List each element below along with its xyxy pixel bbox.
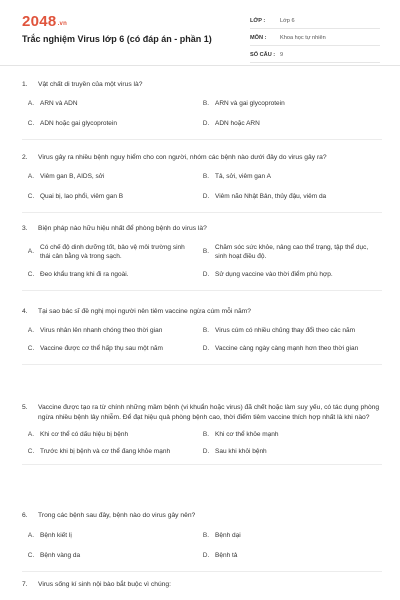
question-2 (22, 153, 382, 213)
option-text: ARN và ADN (40, 99, 78, 107)
option-c[interactable] (22, 270, 194, 279)
meta-row-count (250, 48, 380, 63)
option-c[interactable] (22, 344, 194, 353)
question-divider (22, 212, 382, 213)
meta-value: Lớp 6 (280, 18, 295, 24)
question-7 (22, 580, 382, 590)
option-letter: D. (202, 551, 210, 559)
option-letter: B. (202, 431, 210, 438)
option-b[interactable] (197, 172, 369, 181)
option-letter: C. (27, 192, 35, 200)
question-text: Tại sao bác sĩ đề nghị mọi người nên tiêm vaccine ngừa cúm mỗi năm? (38, 308, 251, 315)
option-d[interactable] (197, 270, 369, 279)
question-6 (22, 511, 382, 572)
option-letter: B. (202, 531, 210, 539)
option-letter: B. (202, 99, 210, 107)
option-letter: C. (27, 270, 35, 278)
options (22, 172, 382, 213)
option-letter: D. (202, 192, 210, 200)
question-divider (22, 364, 382, 365)
question-1 (22, 80, 382, 140)
option-letter: B. (202, 326, 210, 334)
option-c[interactable] (22, 192, 194, 201)
option-text: ARN và gai glycoprotein (215, 99, 285, 107)
question-text: Trong các bệnh sau đây, bệnh nào do virus gây nên? (38, 512, 196, 519)
option-text: Chăm sóc sức khỏe, nâng cao thể trạng, tập thể dục, sinh hoạt điều độ. (215, 243, 369, 260)
option-c[interactable] (22, 119, 194, 128)
question-divider (22, 464, 382, 465)
option-c[interactable] (22, 551, 194, 560)
option-a[interactable] (22, 326, 194, 335)
meta-row-class (250, 14, 380, 29)
option-text: Bệnh tả (215, 551, 238, 559)
option-b[interactable] (197, 243, 369, 261)
option-a[interactable] (22, 172, 194, 181)
option-d[interactable] (197, 119, 369, 128)
question-3 (22, 224, 382, 291)
option-letter: C. (27, 448, 35, 455)
question-text: Virus gây ra nhiều bệnh nguy hiểm cho con người, nhóm các bệnh nào dưới đây do virus gây ra? (38, 154, 327, 161)
meta-row-subject (250, 31, 380, 46)
option-a[interactable] (22, 99, 194, 108)
option-d[interactable] (197, 192, 369, 201)
option-text: Khi cơ thể có dấu hiệu bị bệnh (40, 431, 129, 438)
question-number: 2. (22, 154, 28, 161)
option-text: Viêm gan B, AIDS, sởi (40, 172, 105, 180)
option-letter: A. (27, 326, 35, 334)
question-text: Vật chất di truyền của một virus là? (38, 81, 143, 88)
meta-label: MÔN : (250, 35, 267, 41)
meta-value: Khoa học tự nhiên (280, 35, 326, 41)
option-text: ADN hoặc ARN (215, 119, 260, 127)
option-d[interactable] (197, 447, 369, 456)
option-c[interactable] (22, 447, 194, 456)
option-letter: D. (202, 270, 210, 278)
option-letter: C. (27, 551, 35, 559)
question-number: 7. (22, 581, 28, 588)
logo-tld: .vn (57, 21, 68, 27)
option-letter: D. (202, 448, 210, 455)
option-text: Virus cúm có nhiều chủng thay đổi theo các năm (215, 326, 356, 334)
meta-table (250, 14, 380, 65)
question-number: 6. (22, 512, 28, 519)
question-5 (22, 403, 382, 465)
logo-text: 2048 (22, 13, 57, 30)
option-letter: C. (27, 119, 35, 127)
option-text: Quai bị, lao phổi, viêm gan B (40, 192, 124, 200)
option-letter: A. (27, 431, 35, 438)
option-b[interactable] (197, 430, 369, 439)
option-text: Bệnh vàng da (40, 551, 81, 559)
question-number: 1. (22, 81, 28, 88)
option-a[interactable] (22, 430, 194, 439)
option-text: Khi cơ thể khỏe mạnh (215, 431, 279, 438)
option-a[interactable] (22, 531, 194, 540)
option-d[interactable] (197, 344, 369, 353)
option-letter: B. (202, 172, 210, 180)
option-text: Sử dụng vaccine vào thời điểm phù hợp. (215, 270, 333, 278)
option-b[interactable] (197, 531, 369, 540)
question-number: 4. (22, 308, 28, 315)
option-text: Vaccine được cơ thể hấp thụ sau một năm (40, 344, 163, 352)
option-text: Bệnh dại (215, 531, 241, 539)
question-4 (22, 307, 382, 365)
option-text: Bệnh kiết lị (40, 531, 72, 539)
question-divider (22, 290, 382, 291)
options (22, 531, 382, 572)
option-text: Virus nhân lên nhanh chóng theo thời gian (40, 326, 163, 334)
option-d[interactable] (197, 551, 369, 560)
option-a[interactable] (22, 243, 194, 261)
option-letter: A. (27, 248, 35, 255)
option-text: Vaccine càng ngày càng mạnh hơn theo thời gian (215, 344, 359, 352)
option-text: Đeo khẩu trang khi đi ra ngoài. (40, 270, 129, 278)
question-divider (22, 571, 382, 572)
option-text: Trước khi bị bệnh và cơ thể đang khỏe mạnh (40, 448, 171, 455)
question-text: Vaccine được tạo ra từ chính những mầm bệnh (vi khuẩn hoặc virus) đã chết hoặc làm suy yếu, có tác dụng phòng ngừa nhiều bệnh lây nhiễm. Để đạt hiệu quả phòng bệnh cao, thời điểm tiêm vaccine thích hợp nhất là khi nào? (38, 404, 380, 421)
meta-value: 9 (280, 52, 284, 58)
site-logo[interactable] (22, 13, 67, 30)
question-text: Virus sống kí sinh nội bào bắt buộc vì chúng: (38, 581, 171, 588)
option-letter: A. (27, 531, 35, 539)
option-text: Sau khi khỏi bệnh (215, 448, 267, 455)
option-letter: C. (27, 344, 35, 352)
options (22, 326, 382, 365)
options (22, 430, 382, 465)
page-title: Trắc nghiệm Virus lớp 6 (có đáp án - phần 1) (22, 34, 212, 44)
option-text: Tả, sởi, viêm gan A (215, 172, 271, 180)
option-text: Viêm não Nhật Bản, thủy đậu, viêm da (215, 192, 327, 200)
page-header (0, 0, 400, 60)
question-divider (22, 139, 382, 140)
meta-label: LỚP : (250, 18, 266, 24)
option-text: ADN hoặc gai glycoprotein (40, 119, 117, 127)
option-b[interactable] (197, 326, 369, 335)
option-letter: D. (202, 344, 210, 352)
option-letter: A. (27, 172, 35, 180)
option-letter: A. (27, 99, 35, 107)
option-text: Có chế độ dinh dưỡng tốt, bảo vệ môi trường sinh thái cân bằng và trong sạch. (40, 243, 185, 260)
question-number: 3. (22, 225, 28, 232)
option-letter: B. (202, 248, 210, 255)
options (22, 99, 382, 140)
option-letter: D. (202, 119, 210, 127)
option-b[interactable] (197, 99, 369, 108)
options (22, 243, 382, 291)
header-divider (0, 65, 400, 66)
meta-label: SỐ CÂU : (250, 52, 276, 58)
question-number: 5. (22, 404, 28, 411)
question-text: Biện pháp nào hữu hiệu nhất để phòng bệnh do virus là? (38, 225, 207, 232)
